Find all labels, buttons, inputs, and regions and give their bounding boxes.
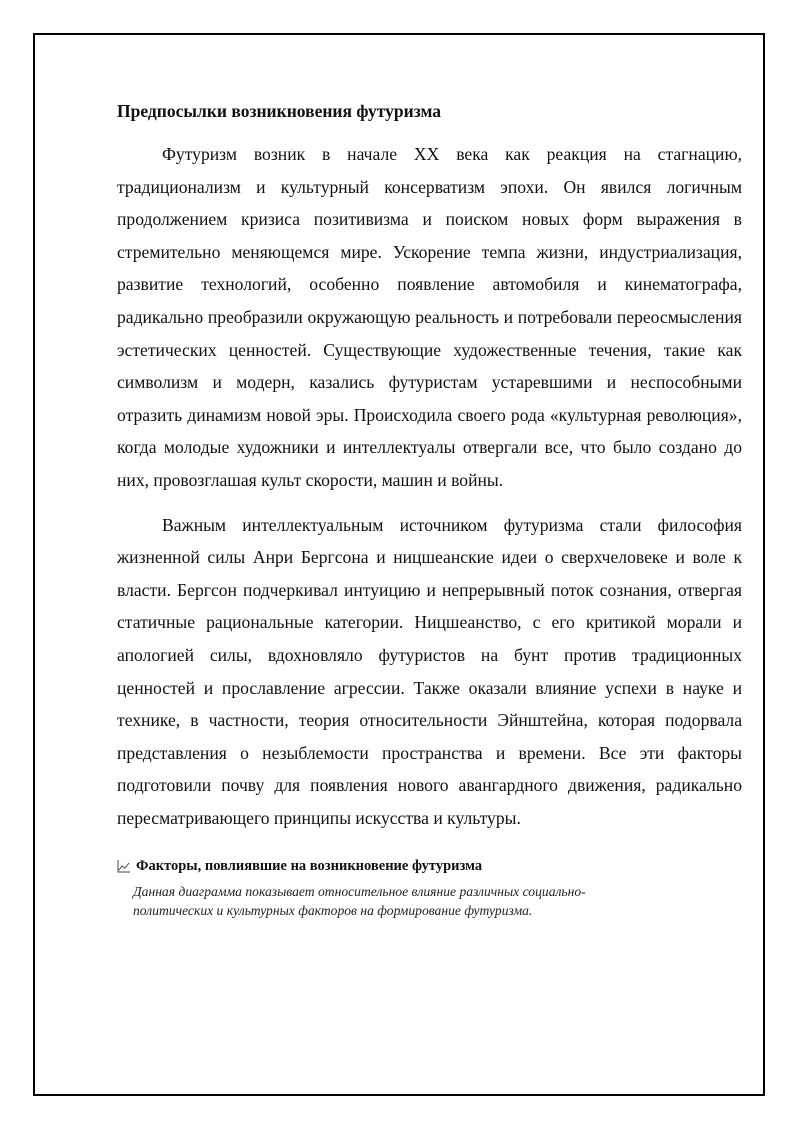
section-heading: Предпосылки возникновения футуризма <box>117 101 442 121</box>
document-body <box>117 98 742 920</box>
figure-title: Факторы, повлиявшие на возникновение футуризма <box>136 858 483 875</box>
paragraph-2: Важным интеллектуальным источником футуризма стали философия жизненной силы Анри Бергсона и ницшеанские идеи о сверхчеловеке и воле к власти. Бергсон подчеркивал интуицию и непрерывный поток сознания, отвергая статичные рациональные категории. Ницшеанство, с его критикой морали и апологией силы, вдохновляло футуристов на бунт против традиционных ценностей и прославление агрессии. Также оказали влияние успехи в науке и технике, в частности, теория относительности Эйнштейна, которая подорвала представления о незыблемости пространства и времени. Все эти факторы подготовили почву для появления нового авангардного движения, радикально пересматривающего принципы искусства и культуры. <box>117 514 742 828</box>
figure-block <box>117 856 742 920</box>
line-chart-icon <box>117 859 131 873</box>
figure-caption: Данная диаграмма показывает относительное влияние различных социально-политических и культурных факторов на формирование футуризма. <box>133 884 586 919</box>
paragraph-1: Футуризм возник в начале XX века как реакция на стагнацию, традиционализм и культурный консерватизм эпохи. Он явился логичным продолжением кризиса позитивизма и поиском новых форм выражения в стремительно меняющемся мире. Ускорение темпа жизни, индустриализация, развитие технологий, особенно появление автомобиля и кинематографа, радикально преобразили окружающую реальность и потребовали переосмысления эстетических ценностей. Существующие художественные течения, такие как символизм и модерн, казались футуристам устаревшими и неспособными отразить динамизм новой эры. Происходила своего рода «культурная революция», когда молодые художники и интеллектуалы отвергали все, что было создано до них, провозглашая культ скорости, машин и войны. <box>117 144 742 490</box>
figure-title-row <box>117 856 742 876</box>
